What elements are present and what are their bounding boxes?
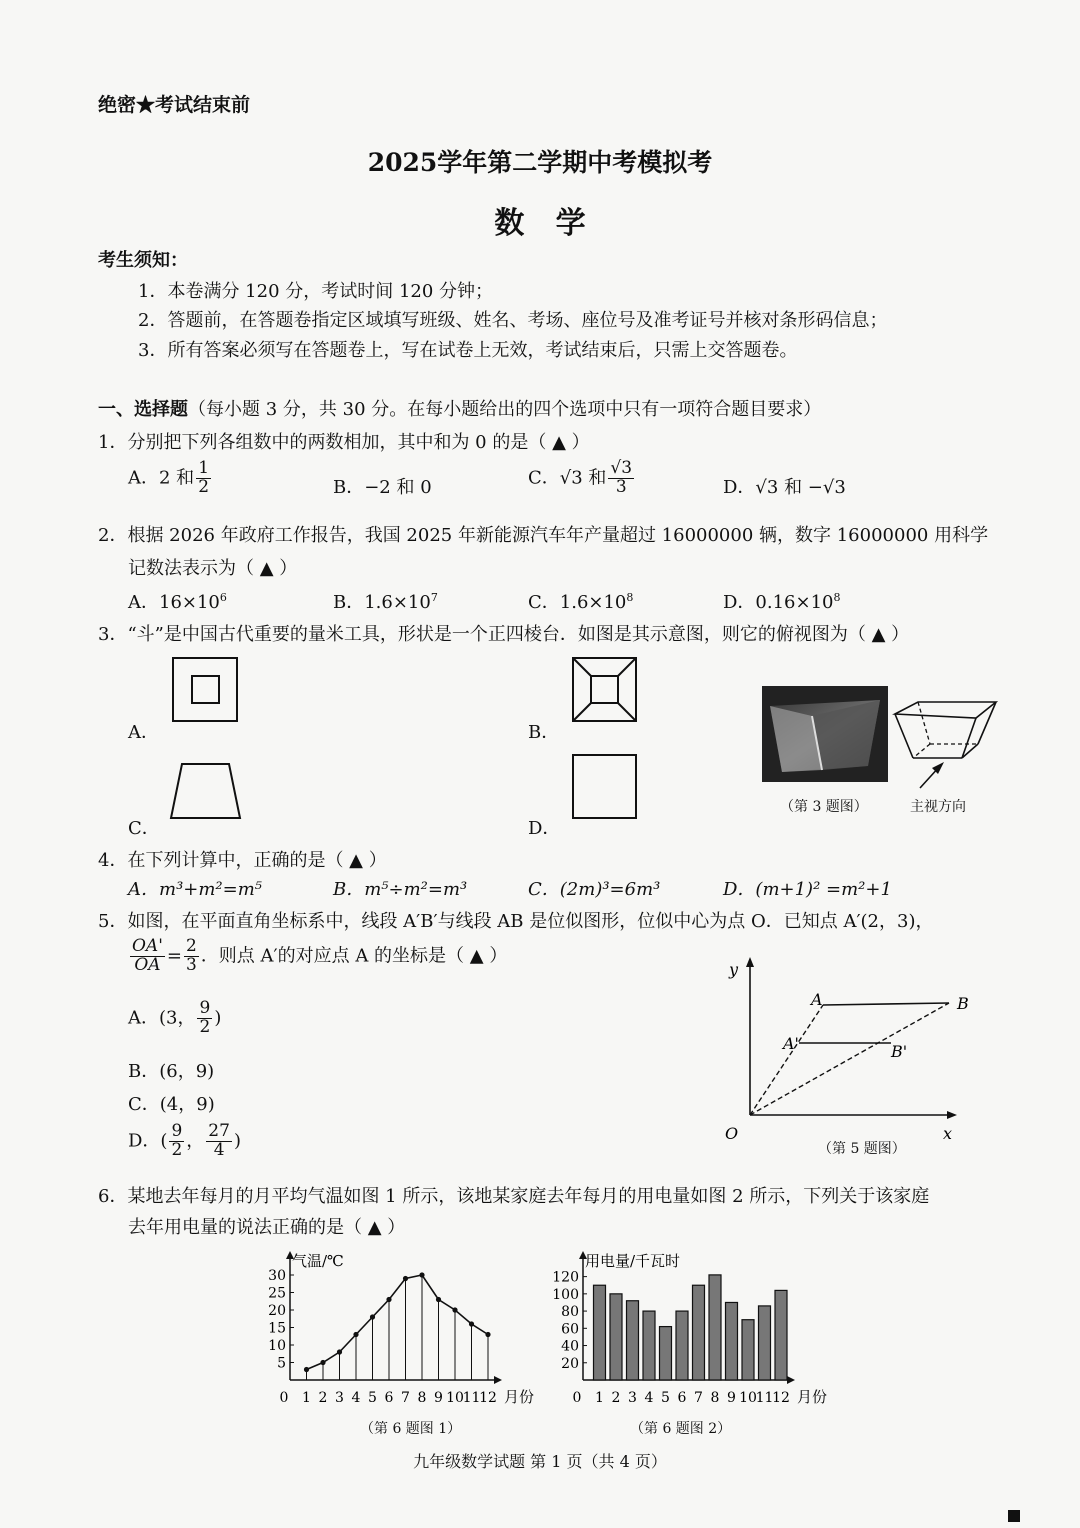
q5-d-prefix: D．( [128, 1130, 168, 1152]
chart1-data-point [337, 1349, 342, 1354]
q1-option-b: B．−2 和 0 [333, 477, 432, 498]
q3-photo [762, 686, 888, 782]
q6-caption-1: （第 6 题图 1） [360, 1421, 462, 1437]
q1-stem: 1．分别把下列各组数中的两数相加，其中和为 0 的是（ ▲ ） [98, 432, 590, 453]
q5-ratio-value [184, 938, 199, 975]
subject-title: 数 学 [494, 206, 586, 241]
q2-stem-line2: 记数法表示为（ ▲ ） [128, 558, 298, 579]
chart1-y-tick-label: 20 [268, 1303, 286, 1319]
q1-a-prefix: A．2 和 [128, 467, 195, 489]
q2-option-a [128, 588, 227, 614]
chart2-y-tick-label: 120 [552, 1269, 579, 1286]
chart1-data-point [469, 1321, 474, 1326]
q5-a-den: 2 [199, 1016, 211, 1037]
chart1-x-tick-label: 0 [279, 1390, 289, 1406]
chart2-y-tick-label: 40 [561, 1338, 579, 1355]
q2-d-text: D．0.16×10 [723, 592, 834, 613]
corner-marker [1008, 1510, 1020, 1522]
chart2-bar [726, 1302, 738, 1380]
q5-origin-label: O [725, 1124, 739, 1143]
q5-coordinate-figure [715, 955, 985, 1145]
q5-caption: （第 5 题图） [818, 1141, 906, 1157]
chart1-data-point [419, 1272, 424, 1277]
chart2-x-tick-label: 11 [755, 1390, 774, 1406]
chart1-x-tick-label: 11 [462, 1390, 481, 1406]
chart2-bar [643, 1311, 655, 1380]
q1-option-c [528, 460, 636, 497]
q6-temperature-chart [252, 1250, 542, 1410]
chart1-data-point [304, 1367, 309, 1372]
chart1-data-point [485, 1332, 490, 1337]
q5-a-suffix: ) [214, 1007, 222, 1029]
q5-a-prefix: A．(3， [128, 1007, 196, 1029]
q5-ratio-num: 2 [185, 936, 197, 956]
q6-caption-2: （第 6 题图 2） [630, 1421, 732, 1437]
chart2-bar [627, 1301, 639, 1380]
chart1-y-tick-label: 5 [277, 1355, 286, 1372]
q5-point-a-prime: A' [783, 1034, 799, 1053]
chart2-x-tick-label: 5 [661, 1390, 670, 1406]
q5-d2-num: 27 [208, 1121, 230, 1141]
chart2-x-tick-label: 6 [677, 1390, 687, 1406]
q1-c-fraction [608, 460, 634, 497]
chart2-x-tick-label: 1 [595, 1390, 604, 1406]
chart2-bar [594, 1285, 606, 1380]
q3-view-label: 主视方向 [910, 799, 966, 815]
chart2-y-axis-label: 用电量/千瓦时 [585, 1252, 681, 1270]
q1-a-den: 2 [198, 476, 210, 497]
chart2-x-tick-label: 10 [739, 1390, 757, 1406]
chart2-bar [660, 1327, 672, 1380]
chart2-bar [709, 1275, 721, 1380]
q2-option-b [333, 588, 438, 614]
q5-option-c: C．(4，9) [128, 1094, 215, 1115]
q5-option-d [128, 1123, 241, 1160]
chart1-x-axis-label: 月份 [504, 1388, 535, 1406]
chart2-x-tick-label: 7 [694, 1390, 703, 1406]
chart1-series-line [307, 1275, 489, 1370]
notice-heading: 考生须知： [98, 250, 188, 271]
q5-d-fraction-2 [206, 1123, 232, 1160]
q3-option-a-label: A． [128, 722, 159, 743]
chart2-x-axis-label: 月份 [797, 1388, 828, 1406]
q5-a-num: 9 [199, 998, 211, 1018]
chart2-x-tick-label: 8 [710, 1390, 720, 1406]
chart1-data-point [370, 1314, 375, 1319]
q5-option-a [128, 1000, 221, 1037]
q5-d-fraction-1 [169, 1123, 184, 1160]
exam-title: 2025学年第二学期中考模拟考 [367, 148, 713, 177]
chart1-x-tick-label: 10 [446, 1390, 464, 1406]
chart1-x-tick-label: 5 [368, 1390, 377, 1406]
q5-d1-num: 9 [171, 1121, 183, 1141]
chart1-x-tick-label: 9 [434, 1390, 443, 1406]
chart1-x-tick-label: 3 [335, 1390, 344, 1406]
q1-c-den: 3 [615, 476, 627, 497]
chart2-x-tick-label: 3 [628, 1390, 637, 1406]
q3-figure-b [570, 655, 640, 725]
q5-frac-den: OA [134, 954, 161, 975]
q4-option-a: A．m³+m²=m⁵ [128, 879, 263, 900]
chart1-y-axis-label: 气温/℃ [292, 1252, 344, 1270]
chart1-x-tick-label: 4 [351, 1390, 361, 1406]
chart1-y-tick-label: 10 [268, 1338, 286, 1354]
chart2-bar [759, 1306, 771, 1380]
chart1-data-point [436, 1297, 441, 1302]
q1-c-num: √3 [610, 458, 633, 478]
q2-b-exp: 7 [430, 591, 438, 604]
chart2-bar [676, 1311, 688, 1380]
q3-sketch [892, 696, 998, 800]
q1-c-prefix: C．√3 和 [528, 467, 607, 489]
q3-caption: （第 3 题图） [780, 799, 868, 815]
q3-option-b-label: B． [528, 722, 560, 743]
chart1-x-tick-label: 2 [318, 1390, 328, 1406]
q6-stem-line2: 去年用电量的说法正确的是（ ▲ ） [128, 1217, 406, 1238]
q2-c-exp: 8 [626, 591, 634, 604]
q2-c-text: C．1.6×10 [528, 592, 627, 613]
q3-figure-a [170, 655, 242, 725]
q3-option-c-label: C． [128, 818, 160, 839]
q3-option-d-label: D． [528, 818, 561, 839]
chart2-bar [610, 1294, 622, 1380]
q5-ratio-den: 3 [185, 954, 197, 975]
q5-option-b: B．(6，9) [128, 1061, 215, 1082]
q2-a-exp: 6 [219, 591, 227, 604]
chart1-x-tick-label: 7 [401, 1390, 410, 1406]
q3-stem: 3．“斗”是中国古代重要的量米工具，形状是一个正四棱台．如图是其示意图，则它的俯视图为（ ▲ ） [98, 624, 910, 645]
chart1-y-tick-label: 25 [268, 1285, 286, 1302]
section-title: 一、选择题 [98, 399, 188, 420]
q5-ratio-fraction [130, 938, 165, 975]
q5-point-a: A [811, 990, 823, 1009]
q3-figure-c [168, 760, 244, 822]
q5-a-fraction [197, 1000, 212, 1037]
q2-option-c [528, 588, 633, 614]
q5-point-b: B [957, 994, 969, 1013]
chart2-x-tick-label: 9 [727, 1390, 736, 1406]
chart2-y-tick-label: 20 [561, 1355, 579, 1372]
chart2-bar [775, 1290, 787, 1380]
q2-option-d [723, 588, 841, 614]
notice-item-3: 3．所有答案必须写在答题卷上，写在试卷上无效，考试结束后，只需上交答题卷。 [138, 340, 798, 361]
chart2-x-tick-label: 0 [572, 1390, 582, 1406]
q5-d-suffix: ) [233, 1130, 241, 1152]
page-footer: 九年级数学试题 第 1 页（共 4 页） [413, 1452, 667, 1471]
chart1-data-point [386, 1297, 391, 1302]
chart2-x-tick-label: 4 [644, 1390, 654, 1406]
chart2-y-tick-label: 80 [561, 1304, 579, 1321]
q2-a-text: A．16×10 [128, 592, 220, 613]
section-heading [98, 395, 821, 421]
q2-b-text: B．1.6×10 [333, 592, 431, 613]
q4-stem: 4．在下列计算中，正确的是（ ▲ ） [98, 850, 387, 871]
q3-figure-d [570, 752, 640, 822]
q5-stem2-text: ．则点 A′的对应点 A 的坐标是（ ▲ ） [200, 945, 508, 967]
q5-point-b-prime: B' [891, 1042, 908, 1061]
q6-electricity-chart [545, 1250, 835, 1410]
q1-a-fraction [196, 460, 211, 497]
secret-mark: 绝密★考试结束前 [98, 94, 251, 116]
chart2-y-tick-label: 100 [552, 1286, 579, 1303]
q5-x-label: x [943, 1124, 953, 1143]
chart1-y-tick-label: 15 [268, 1320, 286, 1337]
q1-option-d: D．√3 和 −√3 [723, 477, 846, 498]
q5-y-label: y [729, 960, 739, 979]
q5-d-sep: ， [186, 1130, 205, 1152]
q2-stem-line1: 2．根据 2026 年政府工作报告，我国 2025 年新能源汽车年产量超过 16000000 辆，数字 16000000 用科学 [98, 525, 989, 546]
q5-frac-num: OA' [132, 936, 163, 956]
chart1-x-tick-label: 6 [384, 1390, 394, 1406]
chart1-data-point [353, 1332, 358, 1337]
q5-d2-den: 4 [213, 1139, 225, 1160]
q6-stem-line1: 6．某地去年每月的月平均气温如图 1 所示，该地某家庭去年每月的用电量如图 2 所示，下列关于该家庭 [98, 1186, 930, 1207]
section-desc: （每小题 3 分，共 30 分。在每小题给出的四个选项中只有一项符合题目要求） [188, 399, 822, 420]
q5-eq: = [166, 945, 182, 967]
q4-option-b: B．m⁵÷m²=m³ [333, 879, 468, 900]
chart1-x-tick-label: 1 [302, 1390, 311, 1406]
chart2-y-tick-label: 60 [561, 1321, 579, 1338]
q1-option-a [128, 460, 213, 497]
chart1-data-point [320, 1360, 325, 1365]
chart2-bar [742, 1320, 754, 1380]
q4-option-d: D．(m+1)² =m²+1 [723, 879, 892, 900]
chart1-x-tick-label: 12 [479, 1390, 497, 1406]
chart1-x-arrow [494, 1376, 502, 1384]
chart2-x-tick-label: 12 [772, 1390, 790, 1406]
chart1-x-tick-label: 8 [417, 1390, 427, 1406]
chart2-bar [693, 1285, 705, 1380]
chart1-y-tick-label: 30 [268, 1268, 286, 1284]
chart2-x-tick-label: 2 [611, 1390, 621, 1406]
chart1-data-point [403, 1276, 408, 1281]
chart2-x-arrow [787, 1376, 795, 1384]
q4-option-c: C．(2m)³=6m³ [528, 879, 661, 900]
q1-a-num: 1 [198, 458, 210, 478]
q5-d1-den: 2 [171, 1139, 183, 1160]
q5-stem-line2 [128, 938, 507, 975]
chart1-data-point [452, 1307, 457, 1312]
notice-item-1: 1．本卷满分 120 分，考试时间 120 分钟； [138, 281, 494, 302]
notice-item-2: 2．答题前，在答题卷指定区域填写班级、姓名、考场、座位号及准考证号并核对条形码信息； [138, 310, 888, 331]
q5-stem-line1: 5．如图，在平面直角坐标系中，线段 A′B′与线段 AB 是位似图形，位似中心为点 O．已知点 A′(2，3)， [98, 911, 934, 932]
q2-d-exp: 8 [833, 591, 841, 604]
